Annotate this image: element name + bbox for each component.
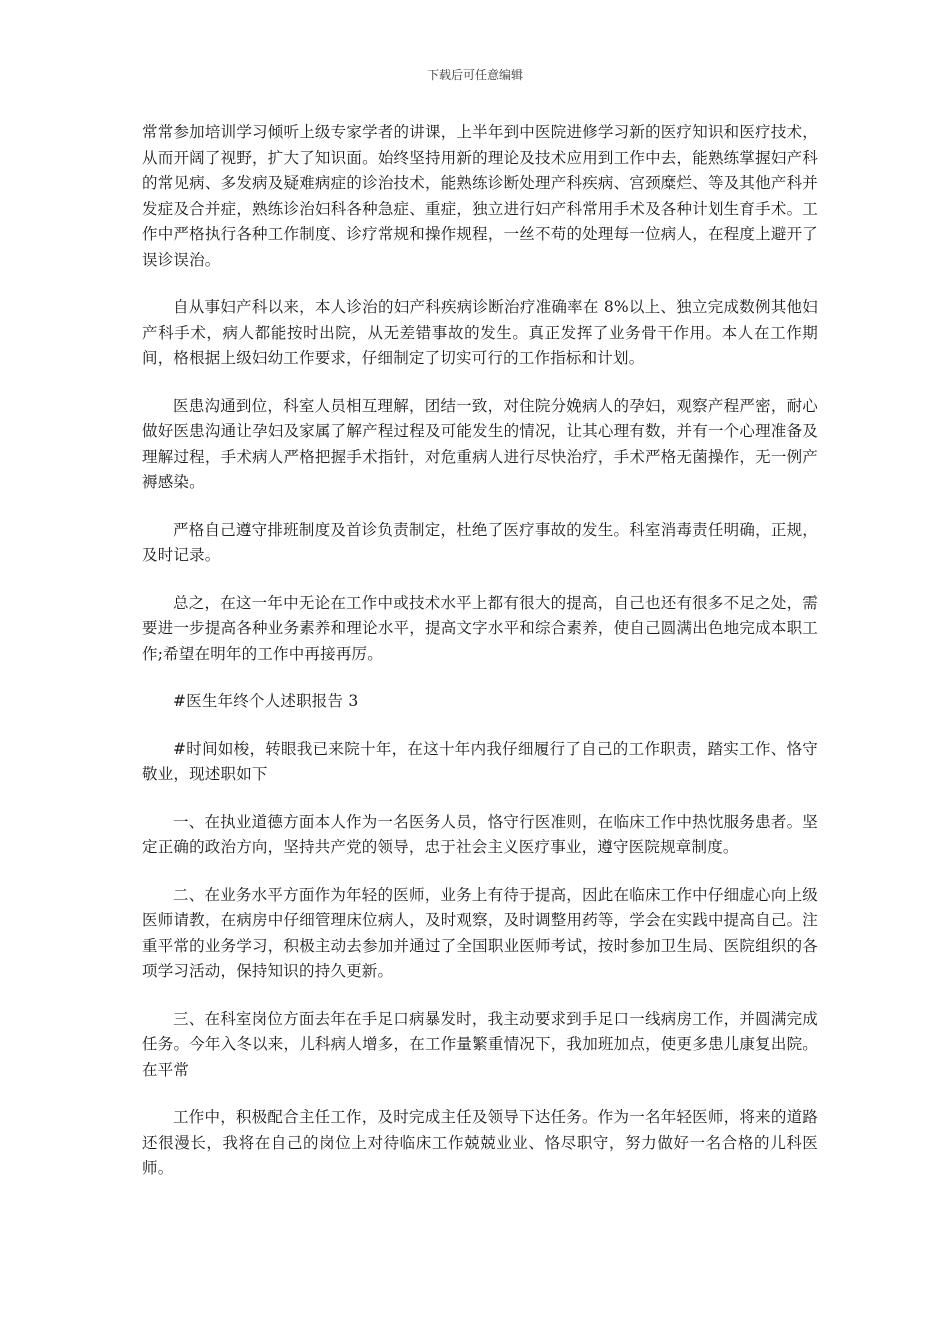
paragraph-diagnosis-accuracy: 自从事妇产科以来，本人诊治的妇产科疾病诊断治疗准确率在 8%以上、独立完成数例其他妇产科手术，病人都能按时出院，从无差错事故的发生。真正发挥了业务骨干作用。本人在工作期间，格根据上级妇幼工作要求，仔细制定了切实可行的工作指标和计划。 — [142, 298, 818, 367]
paragraph-professional-level: 二、在业务水平方面作为年轻的医师，业务上有待于提高，因此在临床工作中仔细虚心向上级医师请教，在病房中仔细管理床位病人，及时观察，及时调整用药等，学会在实践中提高自己。注重平常的业务学习，积极主动去参加并通过了全国职业医师考试，按时参加卫生局、医院组织的各项学习活动，保持知识的持久更新。 — [142, 885, 818, 980]
document-body — [142, 120, 818, 1204]
page-header-note: 下载后可任意编辑 — [426, 68, 523, 82]
paragraph-duty-schedule: 严格自己遵守排班制度及首诊负责制定，杜绝了医疗事故的发生。科室消毒责任明确，正规，及时记录。 — [142, 520, 818, 564]
paragraph-summary: 总之，在这一年中无论在工作中或技术水平上都有很大的提高，自己也还有很多不足之处，需要进一步提高各种业务素养和理论水平，提高文字水平和综合素养，使自己圆满出色地完成本职工作;希望在明年的工作中再接再厉。 — [142, 593, 818, 663]
paragraph-training: 常常参加培训学习倾听上级专家学者的讲课，上半年到中医院进修学习新的医疗知识和医疗技术，从而开阔了视野，扩大了知识面。始终坚持用新的理论及技术应用到工作中去，能熟练掌握妇产科的常见病、多发病及疑难病症的诊治技术，能熟练诊断处理产科疾病、宫颈糜烂、等及其他产科并发症及合并症，熟练诊治妇科各种急症、重症，独立进行妇产科常用手术及各种计划生育手术。工作中严格执行各种工作制度、诊疗常规和操作规程，一丝不苟的处理每一位病人，在程度上避开了误诊误治。 — [142, 123, 818, 269]
section-heading-report-3: #医生年终个人述职报告 3 — [173, 692, 359, 710]
paragraph-intro: #时间如梭，转眼我已来院十年，在这十年内我仔细履行了自己的工作职责，踏实工作、恪守敬业，现述职如下 — [142, 739, 818, 783]
paragraph-department-post: 三、在科室岗位方面去年在手足口病暴发时，我主动要求到手足口一线病房工作，并圆满完成任务。今年入冬以来，儿科病人增多，在工作量繁重情况下，我加班加点，使更多患儿康复出院。在平常 — [142, 1009, 818, 1079]
paragraph-ethics: 一、在执业道德方面本人作为一名医务人员，恪守行医准则，在临床工作中热忱服务患者。坚定正确的政治方向，坚持共产党的领导，忠于社会主义医疗事业，遵守医院规章制度。 — [142, 812, 818, 856]
paragraph-communication: 医患沟通到位，科室人员相互理解，团结一致，对住院分娩病人的孕妇，观察产程严密，耐心做好医患沟通让孕妇及家属了解产程过程及可能发生的情况，让其心理有数，并有一个心理准备及理解过程，手术病人严格把握手术指针，对危重病人进行尽快治疗，手术严格无菌操作，无一例产褥感染。 — [142, 396, 818, 491]
paragraph-daily-work: 工作中，积极配合主任工作，及时完成主任及领导下达任务。作为一名年轻医师，将来的道路还很漫长，我将在自己的岗位上对待临床工作兢兢业业、恪尽职守，努力做好一名合格的儿科医师。 — [142, 1108, 818, 1177]
